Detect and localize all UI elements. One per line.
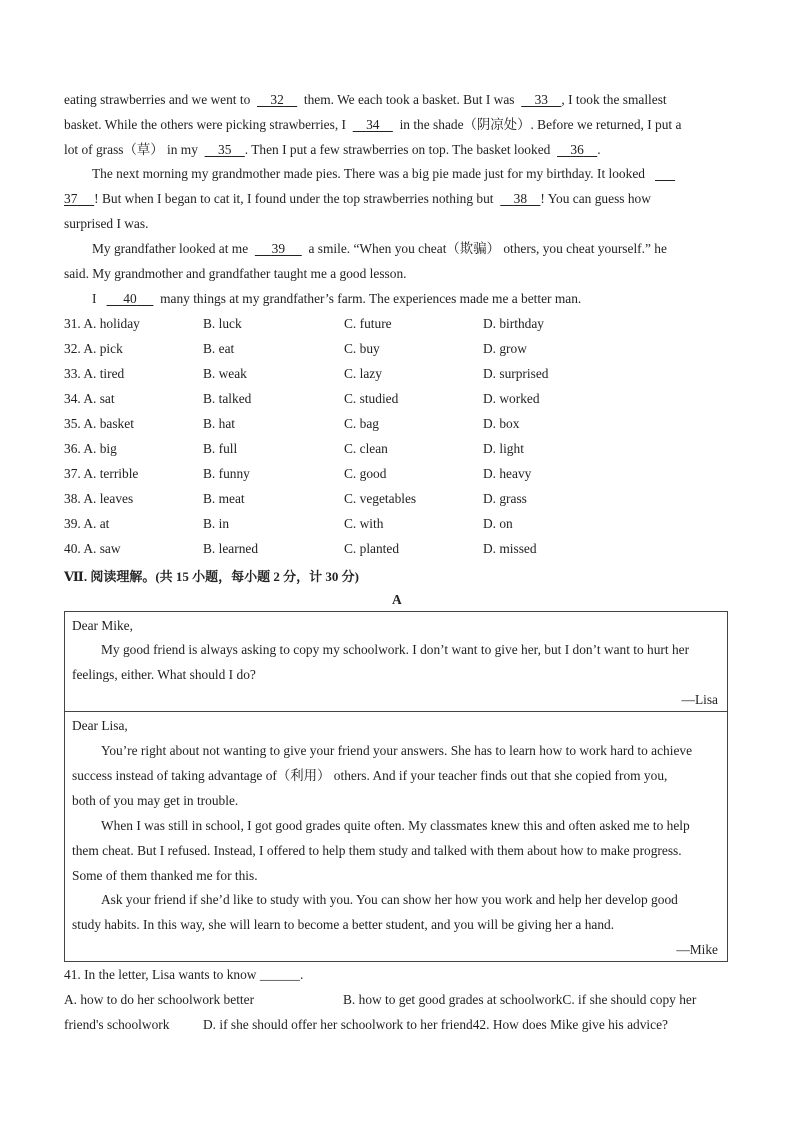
blank-40: 40: [123, 291, 137, 306]
option-row-34: 34. A. sat B. talked C. studied D. worked: [64, 391, 540, 406]
letter-line: study habits. In this way, she will learn to become a better student, and you will be giving her a hand.: [72, 917, 615, 932]
letter-box-mike: [64, 711, 728, 962]
question-41-option-d: D. if she should offer her schoolwork to her friend42. How does Mike give his advice?: [203, 1017, 668, 1032]
cloze-line: lot of grass（草） in my 35 . Then I put a few strawberries on top. The basket looked 36 .: [64, 142, 601, 157]
blank-38: 38: [513, 191, 528, 206]
option-row-40: 40. A. saw B. learned C. planted D. missed: [64, 541, 537, 556]
option-row-35: 35. A. basket B. hat C. bag D. box: [64, 416, 520, 431]
question-41-option-c-cont: friend's schoolwork: [64, 1017, 170, 1032]
letter-line: Some of them thanked me for this.: [72, 868, 258, 883]
letter-box-lisa: [64, 611, 728, 712]
letter-line: When I was still in school, I got good grades quite often. My classmates knew this and often asked me to help: [101, 818, 690, 833]
letter-line: them cheat. But I refused. Instead, I offered to help them study and talked with them about how to make progress.: [72, 843, 682, 858]
question-41-option-b-c: B. how to get good grades at schoolworkC. if she should copy her: [343, 992, 697, 1007]
blank-39: 39: [271, 241, 286, 256]
letter-signature: —Lisa: [681, 692, 718, 707]
blank-34: 34: [366, 117, 380, 132]
cloze-line: eating strawberries and we went to 32 them. We each took a basket. But I was 33 , I took the smallest: [64, 92, 667, 107]
letter-line: feelings, either. What should I do?: [72, 667, 256, 682]
option-row-31: 31. A. holiday B. luck C. future D. birthday: [64, 316, 544, 331]
option-row-37: 37. A. terrible B. funny C. good D. heavy: [64, 466, 532, 481]
question-41-option-a: A. how to do her schoolwork better: [64, 992, 255, 1007]
cloze-line: said. My grandmother and grandfather taught me a good lesson.: [64, 266, 407, 281]
option-row-38: 38. A. leaves B. meat C. vegetables D. grass: [64, 491, 527, 506]
blank-37: 37: [64, 191, 78, 206]
blank-33: 33: [534, 92, 548, 107]
passage-label: A: [392, 592, 402, 607]
cloze-line: I 40 many things at my grandfather’s farm. The experiences made me a better man.: [92, 291, 582, 306]
letter-line: My good friend is always asking to copy my schoolwork. I don’t want to give her, but I don’t want to hurt her: [101, 642, 690, 657]
blank-32: 32: [270, 92, 284, 107]
section-title: Ⅶ. 阅读理解。(共 15 小题，每小题 2 分，计 30 分): [64, 569, 359, 584]
letter-greeting: Dear Mike,: [72, 618, 133, 633]
cloze-line: surprised I was.: [64, 216, 149, 231]
letter-line: You’re right about not wanting to give your friend your answers. She has to learn how to work hard to achieve: [101, 743, 693, 758]
letter-line: Ask your friend if she’d like to study with you. You can show her how you work and help her develop good: [101, 892, 678, 907]
letter-line: success instead of taking advantage of（利用） others. And if your teacher finds out that she copied from you,: [72, 768, 668, 783]
question-41-stem: 41. In the letter, Lisa wants to know ______.: [64, 967, 304, 982]
letter-line: both of you may get in trouble.: [72, 793, 239, 808]
cloze-line: My grandfather looked at me 39 a smile. “When you cheat（欺骗） others, you cheat yourself.” he: [92, 241, 667, 256]
option-row-39: 39. A. at B. in C. with D. on: [64, 516, 513, 531]
option-row-32: 32. A. pick B. eat C. buy D. grow: [64, 341, 527, 356]
blank-35: 35: [218, 142, 232, 157]
option-row-36: 36. A. big B. full C. clean D. light: [64, 441, 524, 456]
cloze-line: basket. While the others were picking strawberries, I 34 in the shade（阴凉处）. Before we returned, I put a: [64, 117, 682, 132]
blank-37-start: [655, 166, 675, 181]
blank-36: 36: [570, 142, 584, 157]
option-row-33: 33. A. tired B. weak C. lazy D. surprised: [64, 366, 549, 381]
cloze-line: The next morning my grandmother made pies. There was a big pie made just for my birthday. It looked: [92, 166, 675, 182]
letter-signature: —Mike: [676, 942, 718, 957]
cloze-line: 37 ! But when I began to cat it, I found under the top strawberries nothing but 38 ! You can guess how: [64, 191, 651, 206]
letter-greeting: Dear Lisa,: [72, 718, 128, 733]
